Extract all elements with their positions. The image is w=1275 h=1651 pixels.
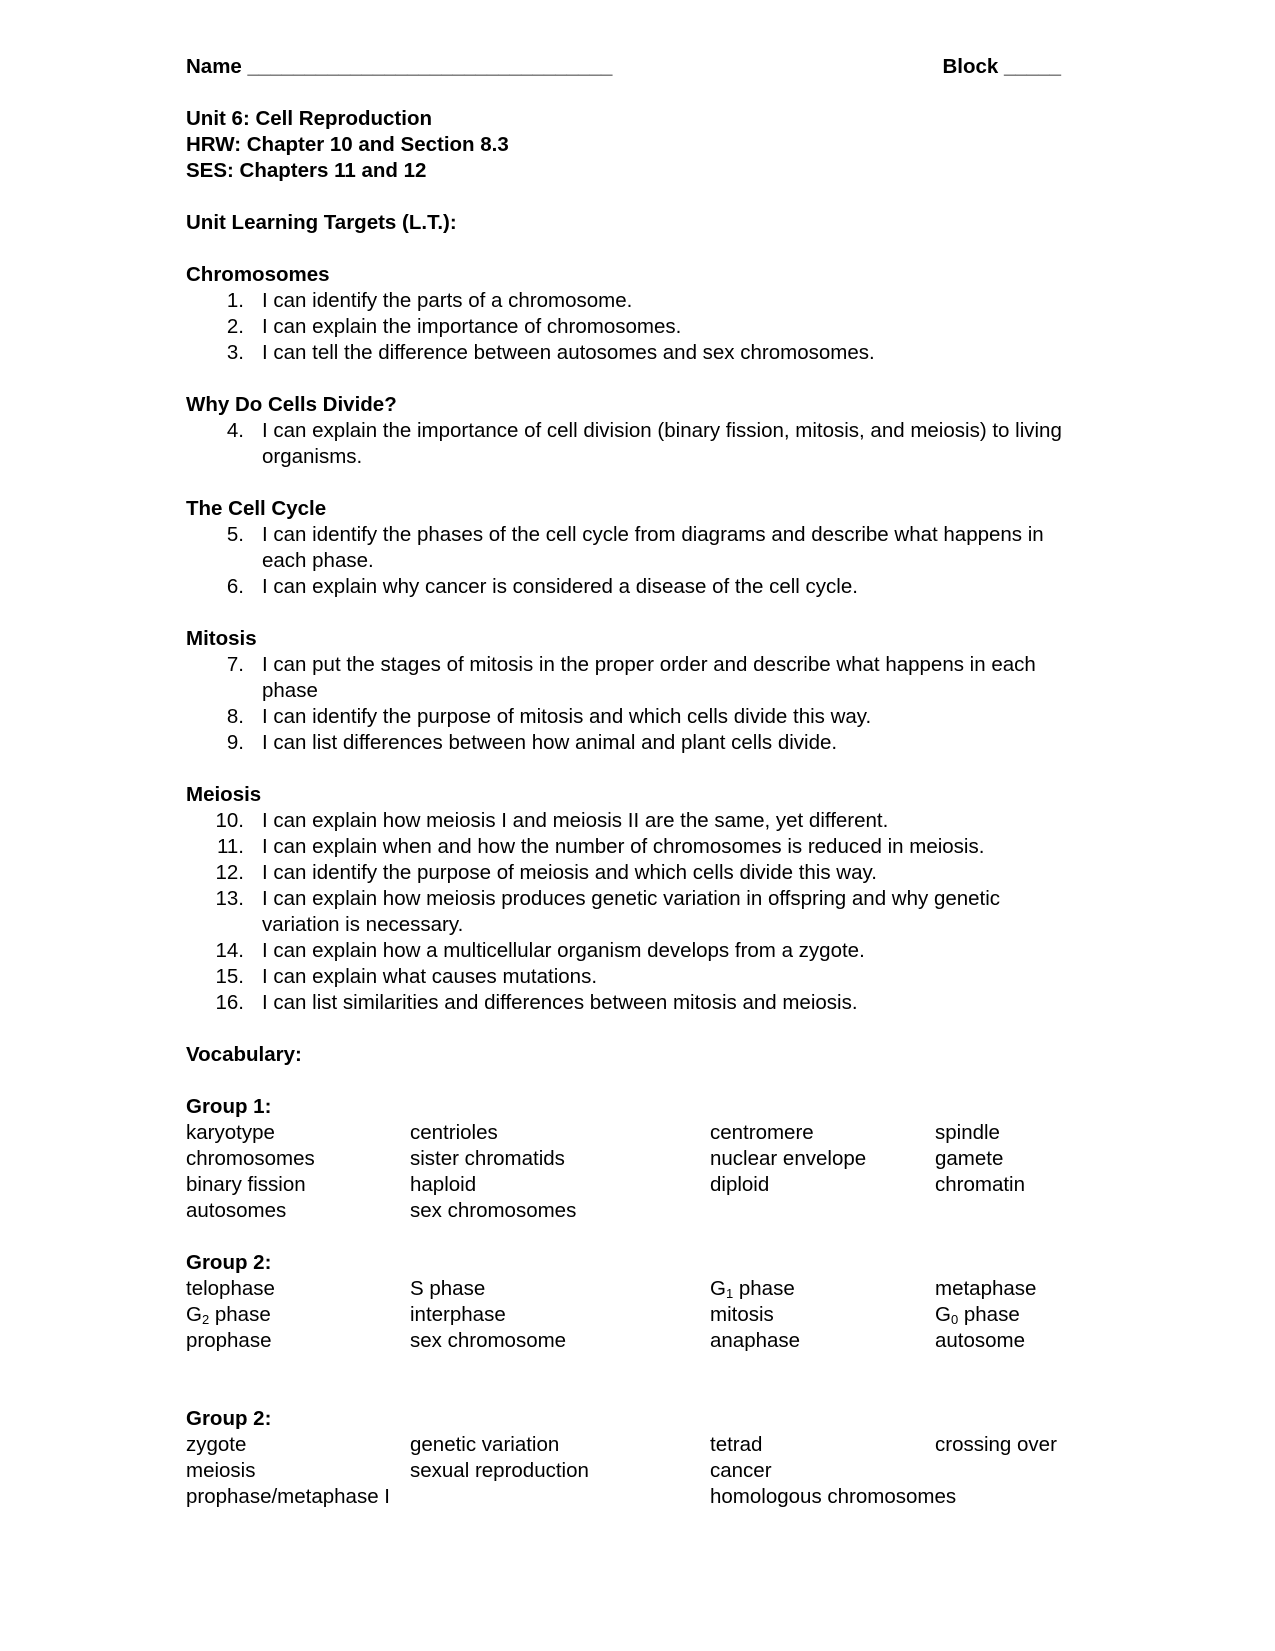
vocab-term-g2-phase: $G_2$ phase <box>186 1303 271 1327</box>
vocab-term: zygote <box>186 1433 247 1456</box>
vocab-term: centromere <box>710 1121 814 1144</box>
target-list-cell-cycle <box>186 522 1076 600</box>
vocab-term: sister chromatids <box>410 1147 565 1170</box>
target-item: 12. I can identify the purpose of meiosis and which cells divide this way. <box>215 861 877 884</box>
vocab-term: gamete <box>935 1147 1004 1170</box>
vocab-term: tetrad <box>710 1433 763 1456</box>
vocab-row <box>186 1458 1076 1484</box>
vocab-term: autosomes <box>186 1199 287 1222</box>
target-item: 3. I can tell the difference between autosomes and sex chromosomes. <box>226 341 875 364</box>
target-item: 16. I can list similarities and differences between mitosis and meiosis. <box>215 991 858 1014</box>
worksheet-page <box>186 54 1076 1510</box>
target-list-mitosis <box>186 652 1076 756</box>
vocab-term: karyotype <box>186 1121 275 1144</box>
vocab-row <box>186 1484 1076 1510</box>
target-item: 11. I can explain when and how the number of chromosomes is reduced in meiosis. <box>217 835 985 858</box>
vocab-term: meiosis <box>186 1459 256 1482</box>
vocabulary-heading: Vocabulary: <box>186 1043 302 1066</box>
vocab-group-1-title: Group 1: <box>186 1095 272 1118</box>
target-list-meiosis <box>186 808 1076 1016</box>
unit-title: Unit 6: Cell Reproduction <box>186 107 432 130</box>
vocab-term: interphase <box>410 1303 506 1326</box>
targets-heading: Unit Learning Targets (L.T.): <box>186 211 457 234</box>
header-row <box>186 54 1076 80</box>
vocab-row <box>186 1172 1076 1198</box>
vocab-term: prophase <box>186 1329 272 1352</box>
vocab-term: homologous chromosomes <box>710 1485 957 1508</box>
vocab-term: chromatin <box>935 1173 1026 1196</box>
section-title-cell-cycle: The Cell Cycle <box>186 497 327 520</box>
name-field[interactable]: Name ________________________________ <box>186 55 613 78</box>
vocab-row <box>186 1146 1076 1172</box>
vocab-term: autosome <box>935 1329 1026 1352</box>
target-item: 1. I can identify the parts of a chromosome. <box>226 289 633 312</box>
vocab-term: binary fission <box>186 1173 306 1196</box>
target-item: 7. I can put the stages of mitosis in the proper order and describe what happens in each phase <box>226 653 1036 702</box>
target-item: 4. I can explain the importance of cell division (binary fission, mitosis, and meiosis) to living organisms. <box>226 419 1062 468</box>
hrw-reference: HRW: Chapter 10 and Section 8.3 <box>186 133 509 156</box>
section-title-meiosis: Meiosis <box>186 783 262 806</box>
target-list-chromosomes <box>186 288 1076 366</box>
vocab-term: spindle <box>935 1121 1000 1144</box>
vocab-term: haploid <box>410 1173 477 1196</box>
vocab-row <box>186 1198 1076 1224</box>
vocab-term: diploid <box>710 1173 770 1196</box>
vocab-row <box>186 1120 1076 1146</box>
ses-reference: SES: Chapters 11 and 12 <box>186 159 427 182</box>
target-item: 6. I can explain why cancer is considered a disease of the cell cycle. <box>226 575 858 598</box>
vocab-row <box>186 1432 1076 1458</box>
target-item: 14. I can explain how a multicellular organism develops from a zygote. <box>215 939 865 962</box>
target-list-why-divide <box>186 418 1076 470</box>
target-item: 8. I can identify the purpose of mitosis and which cells divide this way. <box>226 705 872 728</box>
target-item: 5. I can identify the phases of the cell cycle from diagrams and describe what happens in each phase. <box>226 523 1044 572</box>
block-field[interactable]: Block _____ <box>942 55 1061 78</box>
section-title-mitosis: Mitosis <box>186 627 257 650</box>
vocab-term: prophase/metaphase I <box>186 1485 390 1508</box>
vocab-term: centrioles <box>410 1121 498 1144</box>
target-item: 9. I can list differences between how animal and plant cells divide. <box>226 731 838 754</box>
vocab-term: sexual reproduction <box>410 1459 589 1482</box>
vocab-row <box>186 1302 1076 1328</box>
target-item: 10. I can explain how meiosis I and meiosis II are the same, yet different. <box>215 809 889 832</box>
vocab-term-g1-phase: $G_1$ phase <box>710 1277 795 1301</box>
vocab-term: anaphase <box>710 1329 801 1352</box>
vocab-term: chromosomes <box>186 1147 315 1170</box>
vocab-row <box>186 1328 1076 1354</box>
target-item: 2. I can explain the importance of chromosomes. <box>226 315 682 338</box>
vocab-term: S phase <box>410 1277 486 1300</box>
vocab-term: telophase <box>186 1277 275 1300</box>
section-title-why-divide: Why Do Cells Divide? <box>186 393 397 416</box>
vocab-group-3-title: Group 2: <box>186 1407 272 1430</box>
vocab-term: cancer <box>710 1459 772 1482</box>
vocab-term-g0-phase: $G_0$ phase <box>935 1303 1020 1327</box>
section-title-chromosomes: Chromosomes <box>186 263 330 286</box>
vocab-term: sex chromosome <box>410 1329 567 1352</box>
vocab-row <box>186 1276 1076 1302</box>
vocab-term: crossing over <box>935 1433 1057 1456</box>
target-item: 13. I can explain how meiosis produces genetic variation in offspring and why genetic variation is necessary. <box>215 887 1001 936</box>
vocab-term: sex chromosomes <box>410 1199 577 1222</box>
vocab-term: genetic variation <box>410 1433 560 1456</box>
vocab-group-2-title: Group 2: <box>186 1251 272 1274</box>
target-item: 15. I can explain what causes mutations. <box>215 965 598 988</box>
vocab-term: mitosis <box>710 1303 774 1326</box>
vocab-term: nuclear envelope <box>710 1147 867 1170</box>
vocab-term: metaphase <box>935 1277 1037 1300</box>
